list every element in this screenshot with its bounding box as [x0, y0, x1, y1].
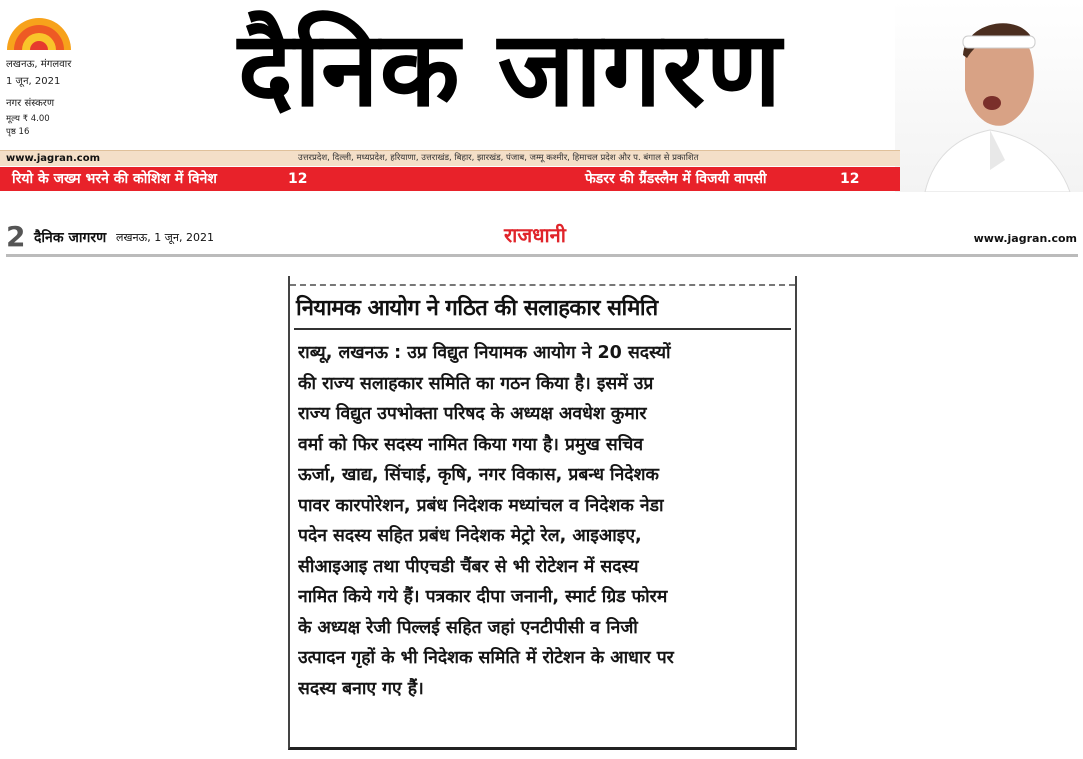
article-line: राज्य विद्युत उपभोक्ता परिषद के अध्यक्ष अवधेश कुमार	[298, 404, 647, 424]
sun-logo-icon	[4, 12, 74, 52]
masthead-website-link[interactable]: www.jagran.com	[6, 153, 101, 164]
published-states: उत्तरप्रदेश, दिल्ली, मध्यप्रदेश, हरियाणा, उत्तराखंड, बिहार, झारखंड, पंजाब, जम्मू कश्मीर, हिमाचल प्रदेश और प. बंगाल से प्रकाशित	[298, 153, 699, 163]
page-location-date: लखनऊ, 1 जून, 2021	[116, 231, 214, 244]
teaser-left-page: 12	[288, 171, 308, 187]
newspaper-title: दैनिक जागरण	[237, 8, 783, 130]
page-divider	[6, 254, 1078, 257]
article-line: वर्मा को फिर सदस्य नामित किया गया है। प्रमुख सचिव	[298, 434, 644, 455]
article-line: पदेन सदस्य सहित प्रबंध निदेशक मेट्रो रेल, आइआइए,	[298, 526, 642, 546]
article-line: उत्पादन गृहों के भी निदेशक समिति में रोटेशन के आधार पर	[298, 648, 674, 668]
masthead	[0, 0, 1083, 192]
headline-underline	[294, 328, 791, 330]
article-line: नामित किये गये हैं। पत्रकार दीपा जनानी, स्मार्ट ग्रिड फोरम	[298, 587, 668, 607]
issue-date: 1 जून, 2021	[6, 76, 61, 87]
page-number: 2	[6, 220, 26, 253]
location-day: लखनऊ, मंगलवार	[6, 59, 72, 70]
article-headline: नियामक आयोग ने गठित की सलाहकार समिति	[296, 296, 658, 321]
article-line: राब्यू, लखनऊ : उप्र विद्युत नियामक आयोग ने 20 सदस्यों	[298, 343, 671, 363]
article-line: के अध्यक्ष रेजी पिल्लई सहित जहां एनटीपीसी व निजी	[298, 617, 638, 638]
article-body	[298, 338, 792, 704]
teaser-right-headline[interactable]: फेडरर की ग्रैंडस्लैम में विजयी वापसी	[585, 171, 767, 187]
headline-teaser-bar	[0, 167, 900, 191]
page-header	[0, 218, 1083, 258]
player-photo	[895, 0, 1083, 192]
paper-name: दैनिक जागरण	[34, 230, 107, 246]
teaser-right-page: 12	[840, 171, 860, 187]
article-line: की राज्य सलाहकार समिति का गठन किया है। इसमें उप्र	[298, 373, 654, 394]
edition-label: नगर संस्करण	[6, 98, 55, 109]
page-count: पृष्ठ 16	[6, 127, 30, 137]
article-line: सीआइआइ तथा पीएचडी चैंबर से भी रोटेशन में सदस्य	[298, 556, 639, 577]
article-line: सदस्य बनाए गए हैं।	[298, 678, 424, 699]
page-website-link[interactable]: www.jagran.com	[973, 232, 1077, 245]
article-line: ऊर्जा, खाद्य, सिंचाई, कृषि, नगर विकास, प्रबन्ध निदेशक	[298, 465, 659, 485]
publication-strip	[0, 150, 900, 166]
article-line: पावर कारपोरेशन, प्रबंध निदेशक मध्यांचल व निदेशक नेडा	[298, 495, 664, 516]
teaser-left-headline[interactable]: रियो के जख्म भरने की कोशिश में विनेश	[12, 171, 217, 187]
clipping-cut-line	[290, 284, 795, 286]
section-title: राजधानी	[504, 223, 566, 247]
price-label: मूल्य ₹ 4.00	[6, 114, 50, 124]
article-clipping	[288, 276, 797, 750]
